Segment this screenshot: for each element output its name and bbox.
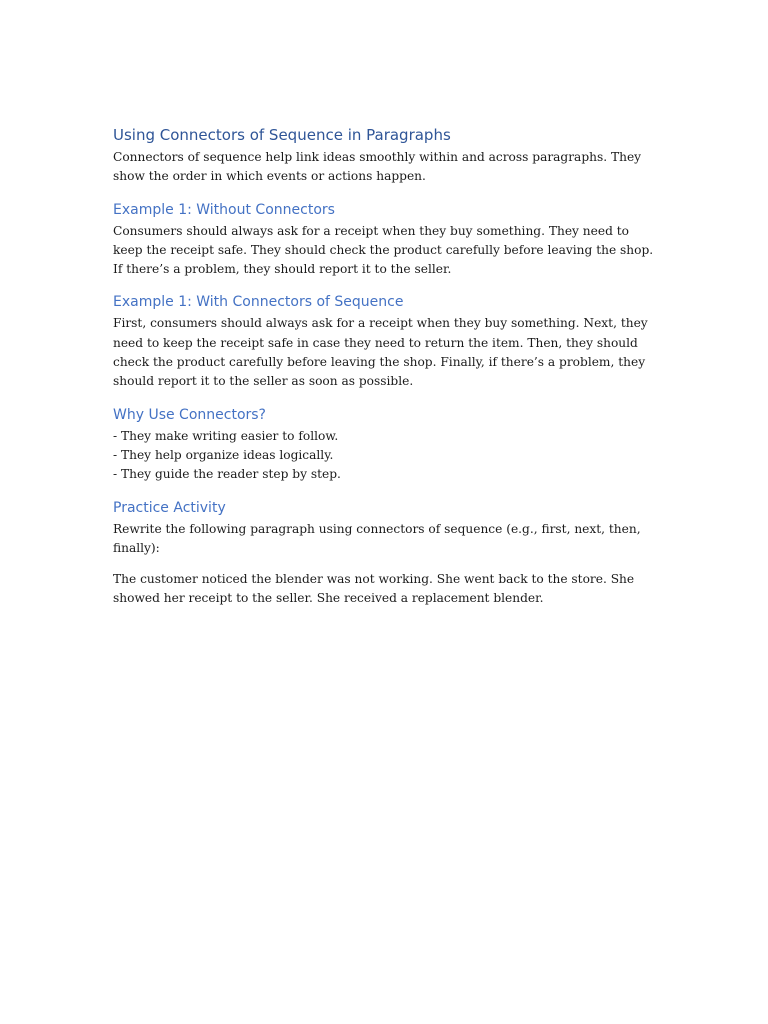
practice-instruction: Rewrite the following paragraph using connectors of sequence (e.g., first, next, then, finally): (113, 521, 641, 555)
intro-paragraph: Connectors of sequence help link ideas smoothly within and across paragraphs. They show the order in which events or actions happen. (113, 150, 642, 184)
list-item: - They guide the reader step by step. (113, 467, 341, 482)
section-heading-without-connectors: Example 1: Without Connectors (113, 201, 335, 218)
section-heading-with-connectors: Example 1: With Connectors of Sequence (113, 294, 404, 311)
practice-paragraph: The customer noticed the blender was not working. She went back to the store. She showed her receipt to the seller. She received a replacement blender. (113, 572, 635, 606)
document-title: Using Connectors of Sequence in Paragraphs (113, 126, 451, 144)
example-without-connectors-paragraph: Consumers should always ask for a receipt when they buy something. They need to keep the receipt safe. They should check the product carefully before leaving the shop. If there’s a problem, they should report it to the seller. (113, 223, 654, 277)
list-item: - They make writing easier to follow. (113, 428, 339, 443)
list-item: - They help organize ideas logically. (113, 447, 334, 462)
reasons-list (113, 427, 661, 485)
section-heading-why-use-connectors: Why Use Connectors? (113, 406, 266, 423)
document-body (113, 124, 661, 609)
example-with-connectors-paragraph: First, consumers should always ask for a receipt when they buy something. Next, they need to keep the receipt safe in case they need to return the item. Then, they should check the product carefully before leaving the shop. Finally, if there’s a problem, they should report it to the seller as soon as possible. (113, 316, 648, 389)
section-heading-practice-activity: Practice Activity (113, 499, 226, 516)
